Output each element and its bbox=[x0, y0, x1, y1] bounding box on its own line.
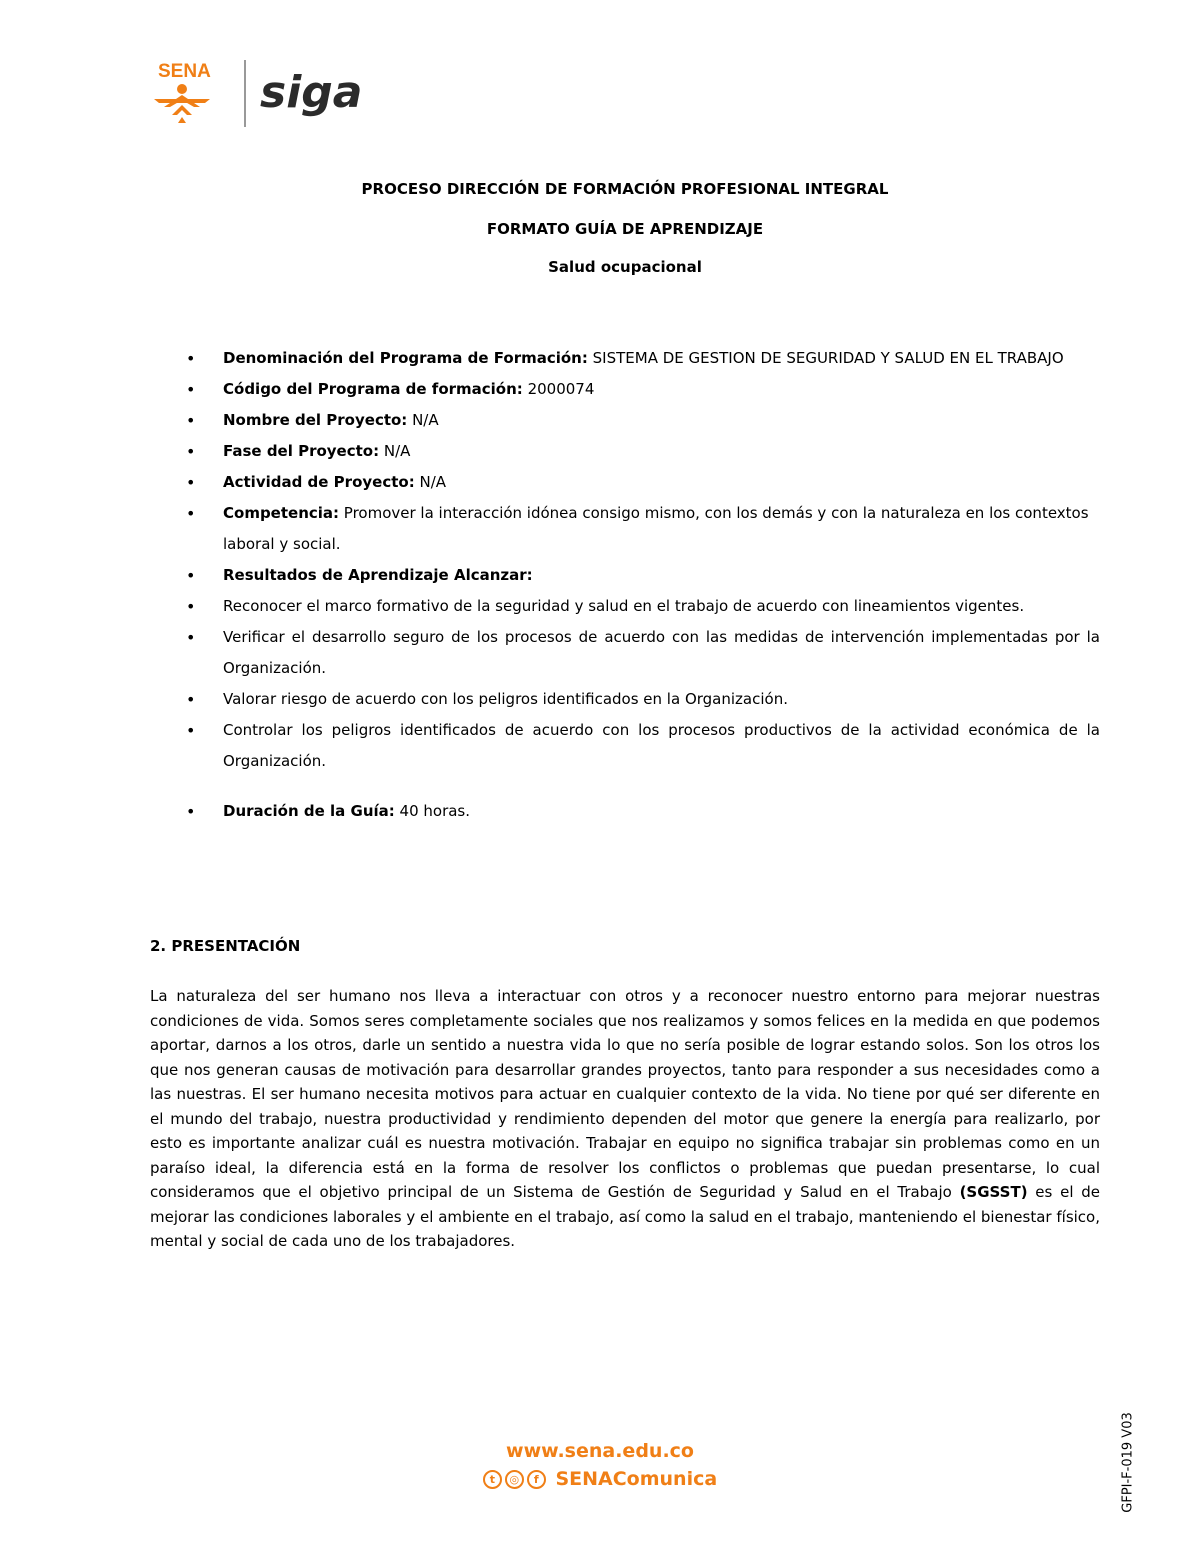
logo-graphic bbox=[150, 55, 390, 130]
project-activity-label: Actividad de Proyecto: bbox=[223, 473, 415, 491]
learning-result: • Controlar los peligros identificados de acuerdo con los procesos productivos de la actividad económica de la Organización. bbox=[150, 715, 1100, 777]
list-item bbox=[150, 467, 1100, 498]
duration-value: 40 horas. bbox=[394, 802, 471, 820]
social-handle: SENAComunica bbox=[555, 1468, 718, 1490]
competence-value: Promover la interacción idónea consigo mismo, con los demás y con la naturaleza en los contextos laboral y social. bbox=[223, 504, 1089, 553]
project-name-label: Nombre del Proyecto: bbox=[223, 411, 408, 429]
list-item bbox=[150, 796, 1100, 827]
siga-wordmark: siga bbox=[260, 67, 363, 118]
process-title: PROCESO DIRECCIÓN DE FORMACIÓN PROFESIONAL INTEGRAL bbox=[361, 180, 889, 198]
results-label: Resultados de Aprendizaje Alcanzar: bbox=[223, 566, 533, 584]
sena-wordmark: SENA bbox=[158, 61, 211, 82]
project-phase-value: N/A bbox=[379, 442, 411, 460]
list-item bbox=[150, 560, 1100, 591]
learning-result: • Verificar el desarrollo seguro de los procesos de acuerdo con las medidas de intervención implementadas por la Organización. bbox=[150, 622, 1100, 684]
program-name-value: SISTEMA DE GESTION DE SEGURIDAD Y SALUD EN EL TRABAJO bbox=[587, 349, 1064, 367]
list-item bbox=[150, 436, 1100, 467]
presentation-text: La naturaleza del ser humano nos lleva a interactuar con otros y a reconocer nuestro entorno para mejorar nuestras condiciones de vida. Somos seres completamente sociales que nos realizamos y somos felices en la medida en que podemos aportar, darnos a los otros, darle un sentido a nuestra vida lo que no sería posible de lograr estando solos. Son los otros los que nos generan causas de motivación para desarrollar grandes proyectos, tanto para responder a sus necesidades como a las nuestras. El ser humano necesita motivos para actuar en cualquier contexto de la vida. No tiene por qué ser diferente en el mundo del trabajo, nuestra productividad y rendimiento dependen del motor que genere la energía para realizarlo, por esto es importante analizar cuál es nuestra motivación. Trabajar en equipo no significa trabajar sin problemas como en un paraíso ideal, la diferencia está en la forma de resolver los conflictos o problemas que puedan presentarse, lo cual consideramos que el objetivo principal de un Sistema de Gestión de Seguridad y Salud en el Trabajo bbox=[150, 987, 1100, 1201]
presentation-paragraph bbox=[150, 984, 1100, 1254]
instagram-icon[interactable]: ◎ bbox=[505, 1470, 524, 1489]
website-link[interactable]: www.sena.edu.co bbox=[506, 1440, 694, 1462]
list-item bbox=[150, 374, 1100, 405]
list-item bbox=[150, 405, 1100, 436]
program-code-value: 2000074 bbox=[522, 380, 595, 398]
document-code bbox=[1118, 1410, 1135, 1520]
competence-label: Competencia: bbox=[223, 504, 340, 522]
sgsst-acronym: (SGSST) bbox=[959, 1183, 1028, 1201]
learning-result: • Valorar riesgo de acuerdo con los peligros identificados en la Organización. bbox=[150, 684, 1100, 715]
format-title: FORMATO GUÍA DE APRENDIZAJE bbox=[486, 220, 764, 238]
program-info-list bbox=[150, 343, 1100, 827]
presentation-text: es el de mejorar las condiciones laborales y el ambiente en el trabajo, así como la salud en el trabajo, manteniendo el bienestar físico, mental y social de cada uno de los trabajadores. bbox=[150, 1183, 1100, 1250]
facebook-icon[interactable]: f bbox=[527, 1470, 546, 1489]
program-code-label: Código del Programa de formación: bbox=[223, 380, 523, 398]
social-footer bbox=[450, 1468, 750, 1490]
program-name-label: Denominación del Programa de Formación: bbox=[223, 349, 588, 367]
sena-siga-logo bbox=[150, 55, 390, 130]
twitter-icon[interactable]: t bbox=[483, 1470, 502, 1489]
duration-label: Duración de la Guía: bbox=[223, 802, 395, 820]
document-code-text: GFPI-F-019 V03 bbox=[1120, 1412, 1136, 1513]
learning-result: • Reconocer el marco formativo de la seguridad y salud en el trabajo de acuerdo con lineamientos vigentes. bbox=[150, 591, 1100, 622]
list-item bbox=[150, 498, 1100, 560]
project-phase-label: Fase del Proyecto: bbox=[223, 442, 380, 460]
presentation-heading: 2. PRESENTACIÓN bbox=[150, 937, 301, 955]
project-activity-value: N/A bbox=[414, 473, 447, 491]
project-name-value: N/A bbox=[407, 411, 439, 429]
subject-title: Salud ocupacional bbox=[548, 258, 702, 276]
list-item bbox=[150, 343, 1100, 374]
